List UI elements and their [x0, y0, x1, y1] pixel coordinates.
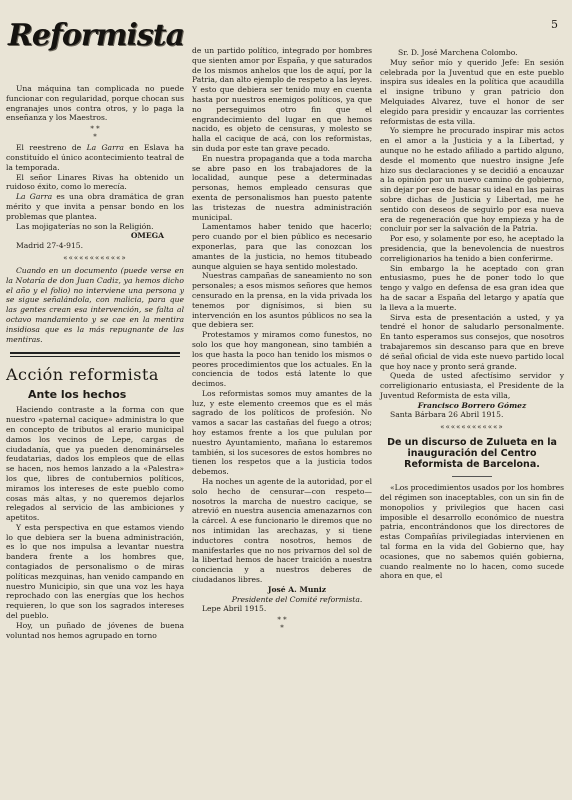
paragraph: Sirva esta de presentación a usted, y ya tendré el honor de saludarlo personalmente. En tanto esperamos sus consejos, que nosotros trabajaremos sin descanso para que en breve dé señal oficial de vida este nuevo partido local que hoy nace y pronto será grande.	[380, 312, 564, 371]
signature-name: Francisco Borrero Gómez	[417, 400, 527, 410]
headline-rule	[452, 476, 492, 477]
column-right	[380, 48, 564, 581]
paragraph: Nuestras campañas de saneamiento no son personales; a esos mismos señores que hemos censurado en la prensa, en la vida privada los tenemos por dignísimos, si bien su intervención en los asuntos públicos no sea la que debiera ser.	[192, 271, 372, 330]
column-left	[6, 84, 184, 640]
signature-role: Presidente del Comité reformista.	[231, 594, 363, 604]
salutation: Sr. D. José Marchena Colombo.	[398, 48, 518, 57]
article-headline: De un discurso de Zulueta en la inauguración del Centro Reformista de Barcelona.	[387, 437, 557, 471]
paragraph: El reestreno de La Garra en Eslava ha constituído el único acontecimiento teatral de la temporada.	[6, 143, 184, 172]
dateline: Santa Bárbara 26 Abril 1915.	[390, 410, 504, 420]
asterism: * * *	[90, 125, 100, 142]
italic-note: Cuando en un documento (puede verse en la Notaría de don Juan Cadiz, ya hemos dicho el año y el folio) no interviene una persona y se sigue señalándola, con malicia, para que las gentes crean esa intervención, se falta al octavo mandamiento y se cae en la mentira insidiosa que es la más repugnante de las mentiras.	[6, 265, 184, 344]
paragraph: En nuestra propaganda que a toda marcha se abre paso en los trabajadores de la localidad, aunque pese a determinadas personas, hemos empleado censuras que exenta de personalismos han puesto patente las tristezas de nuestra administración municipal.	[192, 153, 372, 222]
paragraph: «Los procedimientos usados por los hombres del régimen son inaceptables, con un sin fin de monopolios y privilegios que hacen casi imposible el desarrollo económico de nuestra patria, encontrándonos que los directores de estas Compañías privilegiadas intervienen en tal forma en la vida del Gobierno que, hay ocasiones, que no sabemos quién gobierna, cuando realmente no lo hacen, como sucede ahora en que, el	[380, 483, 565, 581]
paragraph: Hoy, un puñado de jóvenes de buena voluntad nos hemos agrupado en torno	[6, 620, 184, 640]
section-rule	[10, 352, 180, 357]
article-title: Ante los hechos	[28, 388, 127, 402]
section-title: Acción reformista	[6, 365, 159, 385]
paragraph: Muy señor mío y querido Jefe: En sesión celebrada por la Juventud que en este pueblo inspira sus ideales en la política que acaudilla el insigne tribuno y gran patricio don Melquiades Alvarez, tuve el honor de ser elegido para presidir y encauzar las corrientes reformistas de esta villa.	[380, 57, 564, 126]
paragraph: Las mojigaterías no son la Religión.	[16, 221, 154, 231]
paragraph: El señor Linares Rivas ha obtenido un ruidoso éxito, como lo merecía.	[6, 172, 184, 192]
divider-ornament: «««««««««««»	[63, 253, 127, 262]
column-middle	[192, 46, 372, 634]
asterism: * * *	[277, 616, 287, 633]
paragraph: Lamentamos haber tenido que hacerlo; pero cuando por el bien público es necesario exponerlas, para que las conozcan los amantes de la justicia, no hemos titubeado aunque alguien se haya sentido molestado.	[192, 222, 372, 271]
signature-name: José A. Muniz	[267, 584, 327, 594]
page-number: 5	[551, 18, 558, 31]
paragraph: de un partido político, integrado por hombres que sienten amor por España, y que saturados de los mismos anhelos que los de aquí, por la Patria, dan alto ejemplo de respeto a las leyes. Y esto que debiera ser tenido muy en cuenta hasta por nuestros enemigos políticos, ya que no perseguimos otro fin que el engrandecimiento del lugar en que hemos nacido, es objeto de censuras, y molesto se halla el cacique de acá, con los reformistas, sin duda por este tan grave pecado.	[192, 46, 372, 153]
paragraph: Yo siempre he procurado inspirar mis actos en el amor a la Justicia y a la Libertad, y aunque no he estado afiliado a partido alguno, desde el momento que nuestro insigne Jefe hizo sus declaraciones y se decidió a encauzar a la opinión por un nuevo camino de gobierno, sin dejar por eso de basar su ideal en las pairas sobre dichas de Justicia y Libertad, me he sentido con deseos de seguirlo por esa nueva era de regeneración que hoy empieza y ha de concluir por ser la salvación de la Patria.	[380, 126, 564, 234]
paragraph: Por eso, y solamente por eso, he aceptado la presidencia, que la benevolencia de nuestros correligionarios ha tenido a bien conferirme.	[380, 234, 564, 263]
paragraph: Sin embargo la he aceptado con gran entusiasmo, pues he de poner todo lo que tengo y valgo en defensa de esa gran idea que ha de sacar a España del letargo y apatía que la lleva a la muerte.	[380, 263, 564, 312]
paragraph: Una máquina tan complicada no puede funcionar con regularidad, porque chocan sus engranajes unos contra otros, y lo paga la enseñanza y los Maestros.	[6, 84, 184, 123]
paragraph: Y esta perspectiva en que estamos viendo lo que debiera ser la buena administración, es lo que nos impulsa a levantar nuestra bandera frente a los hombres que, contagiados de personalismo o de miras políticas mezquinas, han venido campando en nuestro Municipio, sin que una voz les haya reprochado con las energías que los hechos requieren, lo que son los sagrados intereses del pueblo.	[6, 522, 184, 621]
divider-ornament: «««««««««««»	[440, 423, 504, 432]
paragraph: Los reformistas somos muy amantes de la luz, y este elemento creemos que es el más sagrado de los políticos de profesión. No vamos a sacar las castañas del fuego a otros; hoy estamos frente a los que pululan por nuestro Ayuntamiento, mañana lo estaremos también, si los sucesores de estos hombres no tienen los respetos que a la justicia todos debemos.	[192, 388, 372, 477]
masthead-logo: Reformista	[8, 18, 185, 53]
dateline: Madrid 27-4-915.	[16, 241, 84, 251]
paragraph: La Garra es una obra dramática de gran mérito y que invita a pensar bondo en los problemas que plantea.	[6, 192, 184, 221]
paragraph: Queda de usted afectísimo servidor y correligionario entusiasta, el Presidente de la Juventud Reformista de esta villa,	[380, 371, 564, 400]
dateline: Lepe Abril 1915.	[202, 604, 267, 614]
paragraph: Protestamos y miramos como funestos, no solo los que hoy mangonean, sino también a los que hasta la poco han tenido los mismos o peores procedimientos que los actuales. En la conciencia de todos está latente lo que decimos.	[192, 330, 372, 389]
paragraph: Ha noches un agente de la autoridad, por el solo hecho de censurar—con respeto—nosotros la marcha de nuestro cacique, se atrevió en nuestra ausencia amenazarnos con la cárcel. A ese funcionario le diremos que no nos intimidan las arechazas, y si tiene inductores contra nosotros, hemos de manifestarles que no nos privarnos del sol de la libertad hemos de hacer traición a nuestra conciencia y a nuestros deberes de ciudadanos libres.	[192, 477, 372, 585]
paragraph: Haciendo contraste a la forma con que nuestro «paternal cacique» administra lo que en concepto de tributos al erario municipal damos los vecinos de Lepe, cargas de ciudadanía, que ya pueden denominárseles feudatarias, dados los empleos que de ellas se hacen, nos hemos lanzado a la «Palestra» los que, libres de contubernios políticos, miramos los intereses de este pueblo como cosas más altas, y no queremos dejarlos relegados al servicio de las ambiciones y apetitos.	[6, 405, 184, 523]
signature: OMEGA	[130, 231, 164, 241]
